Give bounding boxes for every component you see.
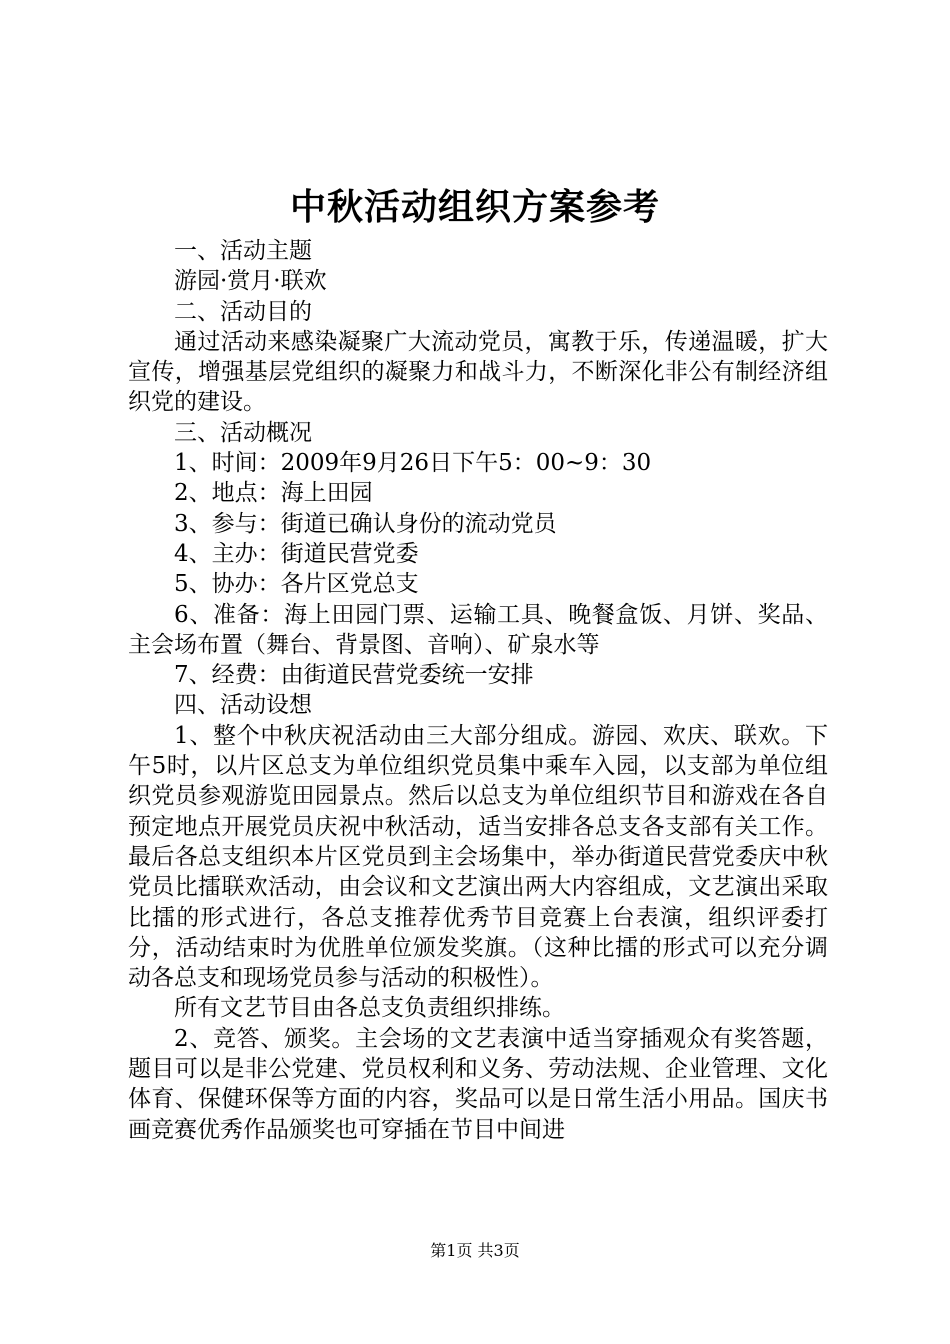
heading-activity-purpose: 二、活动目的 [174,298,312,325]
overview-item-location: 2、地点：海上田园 [174,480,373,507]
overview-item-participants: 3、参与：街道已确认身份的流动党员 [174,510,557,537]
paragraph-rehearsal: 所有文艺节目由各总支负责组织排练。 [174,995,565,1022]
paragraph-theme: 游园·赏月·联欢 [174,268,327,295]
overview-item-host: 4、主办：街道民营党委 [174,540,419,567]
heading-activity-plan: 四、活动设想 [174,692,312,719]
overview-item-time: 1、时间：2009年9月26日下午5：00~9：30 [174,450,652,477]
overview-item-co-host: 5、协办：各片区党总支 [174,571,419,598]
document-body [128,236,828,1145]
overview-item-funding: 7、经费：由街道民营党委统一安排 [174,662,534,689]
heading-activity-theme: 一、活动主题 [174,238,312,264]
document-title: 中秋活动组织方案参考 [289,186,660,228]
heading-activity-overview: 三、活动概况 [174,419,312,446]
page-footer: 第1页 共3页 [430,1241,520,1260]
overview-item-preparation: 6、准备：海上田园门票、运输工具、晚餐盒饭、月饼、奖品、主会场布置（舞台、背景图、音响）、矿泉水等 [128,601,828,658]
paragraph-plan-part-1: 1、整个中秋庆祝活动由三大部分组成。游园、欢庆、联欢。下午5时，以片区总支为单位组织党员集中乘车入园，以支部为单位组织党员参观游览田园景点。然后以总支为单位组织节目和游戏在各自预定地点开展党员庆祝中秋活动，适当安排各总支各支部有关工作。最后各总支组织本片区党员到主会场集中，举办街道民营党委庆中秋党员比擂联欢活动，由会议和文艺演出两大内容组成，文艺演出采取比擂的形式进行，各总支推荐优秀节目竞赛上台表演，组织评委打分，活动结束时为优胜单位颁发奖旗。（这种比擂的形式可以充分调动各总支和现场党员参与活动的积极性）。 [128,722,828,992]
paragraph-plan-part-2: 2、竞答、颁奖。主会场的文艺表演中适当穿插观众有奖答题，题目可以是非公党建、党员权利和义务、劳动法规、企业管理、文化体育、保健环保等方面的内容，奖品可以是日常生活小用品。国庆书画竞赛优秀作品颁奖也可穿插在节目中间进 [128,1025,828,1143]
paragraph-purpose: 通过活动来感染凝聚广大流动党员，寓教于乐，传递温暖，扩大宣传，增强基层党组织的凝聚力和战斗力，不断深化非公有制经济组织党的建设。 [128,328,828,416]
